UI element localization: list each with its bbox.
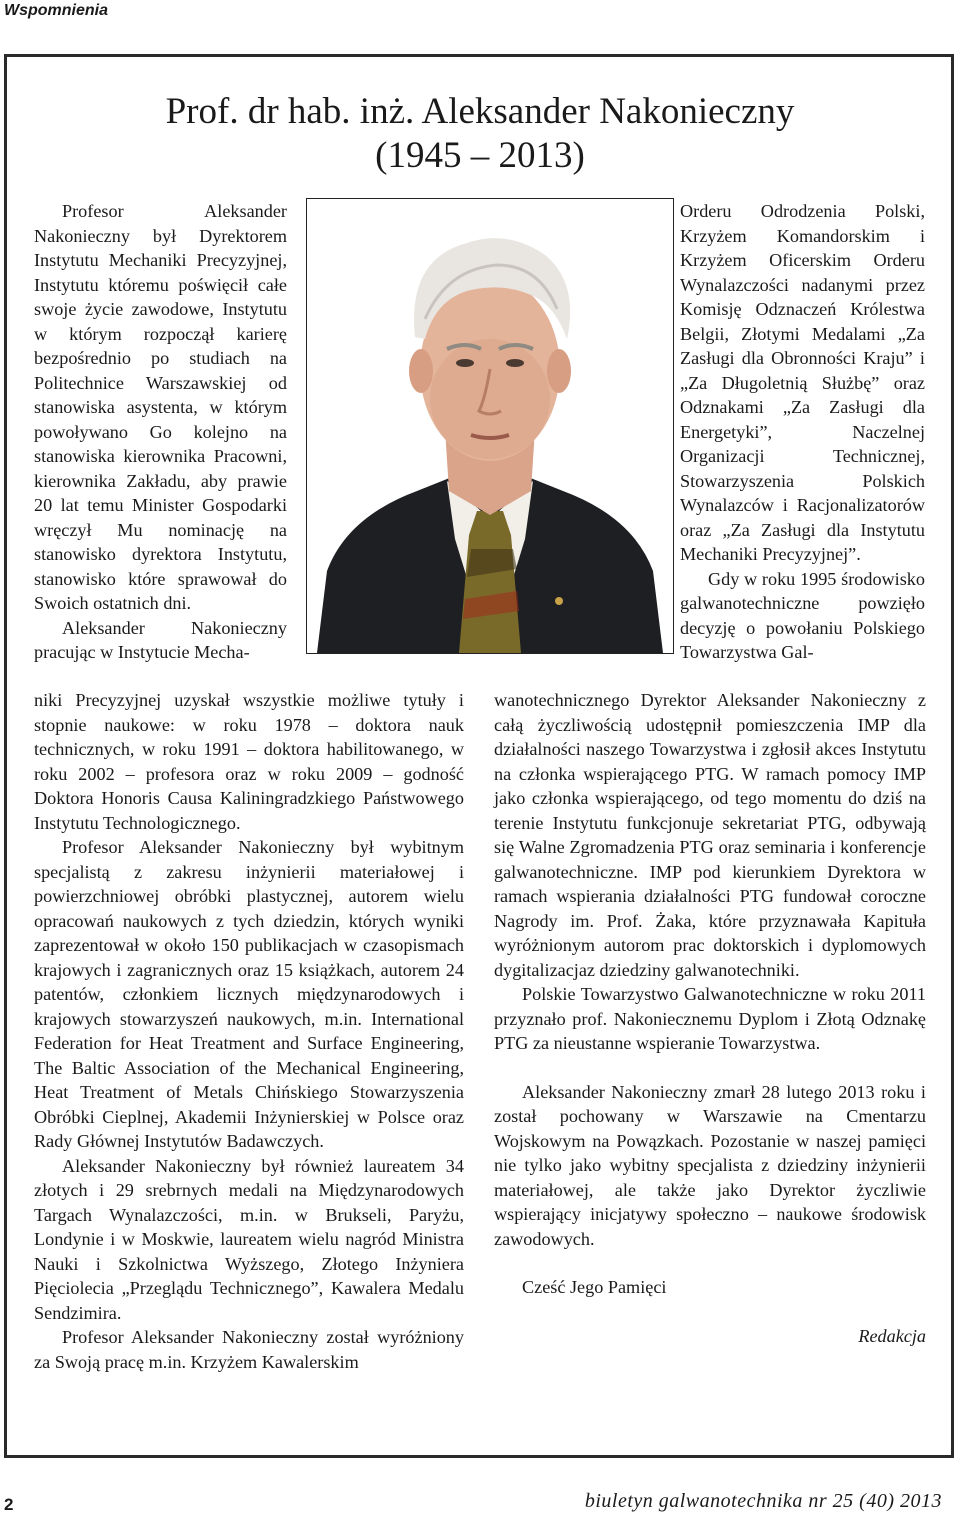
portrait-illustration — [307, 199, 673, 653]
paragraph: Orderu Odrodzenia Polski, Krzyżem Komandorskim i Krzyżem Oficerskim Orderu Wynalazczości nadanymi przez Komisję Odznaczeń Królestwa Belgii, Złotymi Medalami „Za Zasługi dla Obronności Kraju” i „Za Długoletnią Służbę” oraz Odznakami „Za Zasługi dla Energetyki”, Naczelnej Organizacji Technicznej, Stowarzyszenia Polskich Wynalazców i Racjonalizatorów oraz „Za Zasługi dla Instytutu Mechaniki Precyzyjnej”. — [680, 201, 925, 564]
left-column-bottom — [34, 688, 464, 1374]
article-title: Prof. dr hab. inż. Aleksander Nakonieczny — [165, 91, 795, 132]
paragraph: Profesor Aleksander Nakonieczny był Dyrektorem Instytutu Mechaniki Precyzyjnej, Instytutu któremu poświęcił całe swoje życie zawodowe, Instytutu w którym rozpoczął karierę bezpośrednio po studiach na Politechnice Warszawskiej od stanowiska asystenta, w którym powoływano Go kolejno na stanowiska kierownika Pracowni, kierownika Zakładu, aby prawie 20 lat temu Minister Gospodarki wręczył Mu nominację na stanowisko dyrektora Instytutu, stanowisko które sprawował do Swoich ostatnich dni. — [34, 201, 287, 613]
paragraph: Aleksander Nakonieczny zmarł 28 lutego 2013 roku i został pochowany w Warszawie na Cmentarzu Wojskowym na Powązkach. Pozostanie w naszej pamięci nie tylko jako wybitny specjalista z dziedziny inżynierii materiałowej, ale także jako Dyrektor życzliwie wspierający inicjatywy społeczno – naukowe środowisk zawodowych. — [494, 1081, 926, 1249]
section-label: Wspomnienia — [4, 2, 109, 19]
left-column-top — [34, 199, 287, 665]
paragraph: Aleksander Nakonieczny był również laureatem 34 złotych i 29 srebrnych medali na Międzynarodowych Targach Wynalazczości, m.in. w Brukseli, Paryżu, Londynie i w Moskwie, laureatem wielu nagród Ministra Nauki i Szkolnictwa Wyższego, Złotego Inżyniera Pięciolecia „Przeglądu Technicznego”, Kawalera Medalu Sendzimira. — [34, 1155, 464, 1323]
paragraph: Gdy w roku 1995 środowisko galwanotechniczne powzięło decyzję o powołaniu Polskiego Towarzystwa Gal- — [680, 568, 925, 662]
paragraph: niki Precyzyjnej uzyskał wszystkie możliwe tytuły i stopnie naukowe: w roku 1978 – doktora nauk technicznych, w roku 1991 – doktora habilitowanego, w roku 2002 – profesora oraz w roku 2009 – godność Doktora Honoris Causa Kaliningradzkiego Państwowego Instytutu Technologicznego. — [34, 690, 464, 833]
right-column-bottom — [494, 688, 926, 1348]
closing-line: Cześć Jego Pamięci — [522, 1277, 667, 1297]
page-number: 2 — [4, 1495, 14, 1514]
paragraph: wanotechnicznego Dyrektor Aleksander Nakonieczny z całą życzliwością udostępnił pomieszczenia IMP dla działalności naszego Towarzystwa i zgłosił akces Instytutu na członka wspierającego PTG. W ramach pomocy IMP jako członka wspierającego, od tego momentu do dziś na terenie Instytutu funkcjonuje sekretariat PTG, odbywają się Walne Zgromadzenia PTG oraz seminaria i konferencje galwanotechniczne. IMP pod kierunkiem Dyrektora w ramach wspierania działalności PTG fundował coroczne Nagrody im. Prof. Żaka, które przyznawała Kapituła wyróżnionym autorom prac doktorskich i dyplomowych dygitalizacjaz dziedziny galwanotechniki. — [494, 690, 926, 980]
paragraph: Aleksander Nakonieczny pracując w Instytucie Mecha- — [34, 617, 287, 662]
journal-footer: biuletyn galwanotechnika nr 25 (40) 2013 — [584, 1490, 942, 1512]
paragraph: Polskie Towarzystwo Galwanotechniczne w roku 2011 przyznało prof. Nakoniecznemu Dyplom i Złotą Odznakę PTG za nieustanne wspieranie Towarzystwa. — [494, 984, 926, 1053]
paragraph: Profesor Aleksander Nakonieczny został wyróżniony za Swoją pracę m.in. Krzyżem Kawalerskim — [34, 1327, 464, 1372]
portrait-photo — [306, 198, 674, 654]
right-column-top — [680, 199, 925, 665]
signature: Redakcja — [858, 1325, 926, 1346]
article-dates: (1945 – 2013) — [375, 135, 585, 176]
paragraph: Profesor Aleksander Nakonieczny był wybitnym specjalistą z zakresu inżynierii materiałowej i powierzchniowej obróbki plastycznej, autorem wielu opracowań naukowych z tych dziedzin, których wyniki zaprezentował w około 150 publikacjach w czasopismach krajowych i zagranicznych oraz 15 książkach, autorem 24 patentów, członkiem licznych międzynarodowych i krajowych stowarzyszeń naukowych, m.in. International Federation for Heat Treatment and Surface Engineering, The Baltic Association of the Mechanical Engineering, Heat Treatment of Metals Chińskiego Stowarzyszenia Obróbki Cieplnej, Akademii Inżynierskiej w Polsce oraz Rady Głównej Instytutów Badawczych. — [34, 837, 464, 1151]
